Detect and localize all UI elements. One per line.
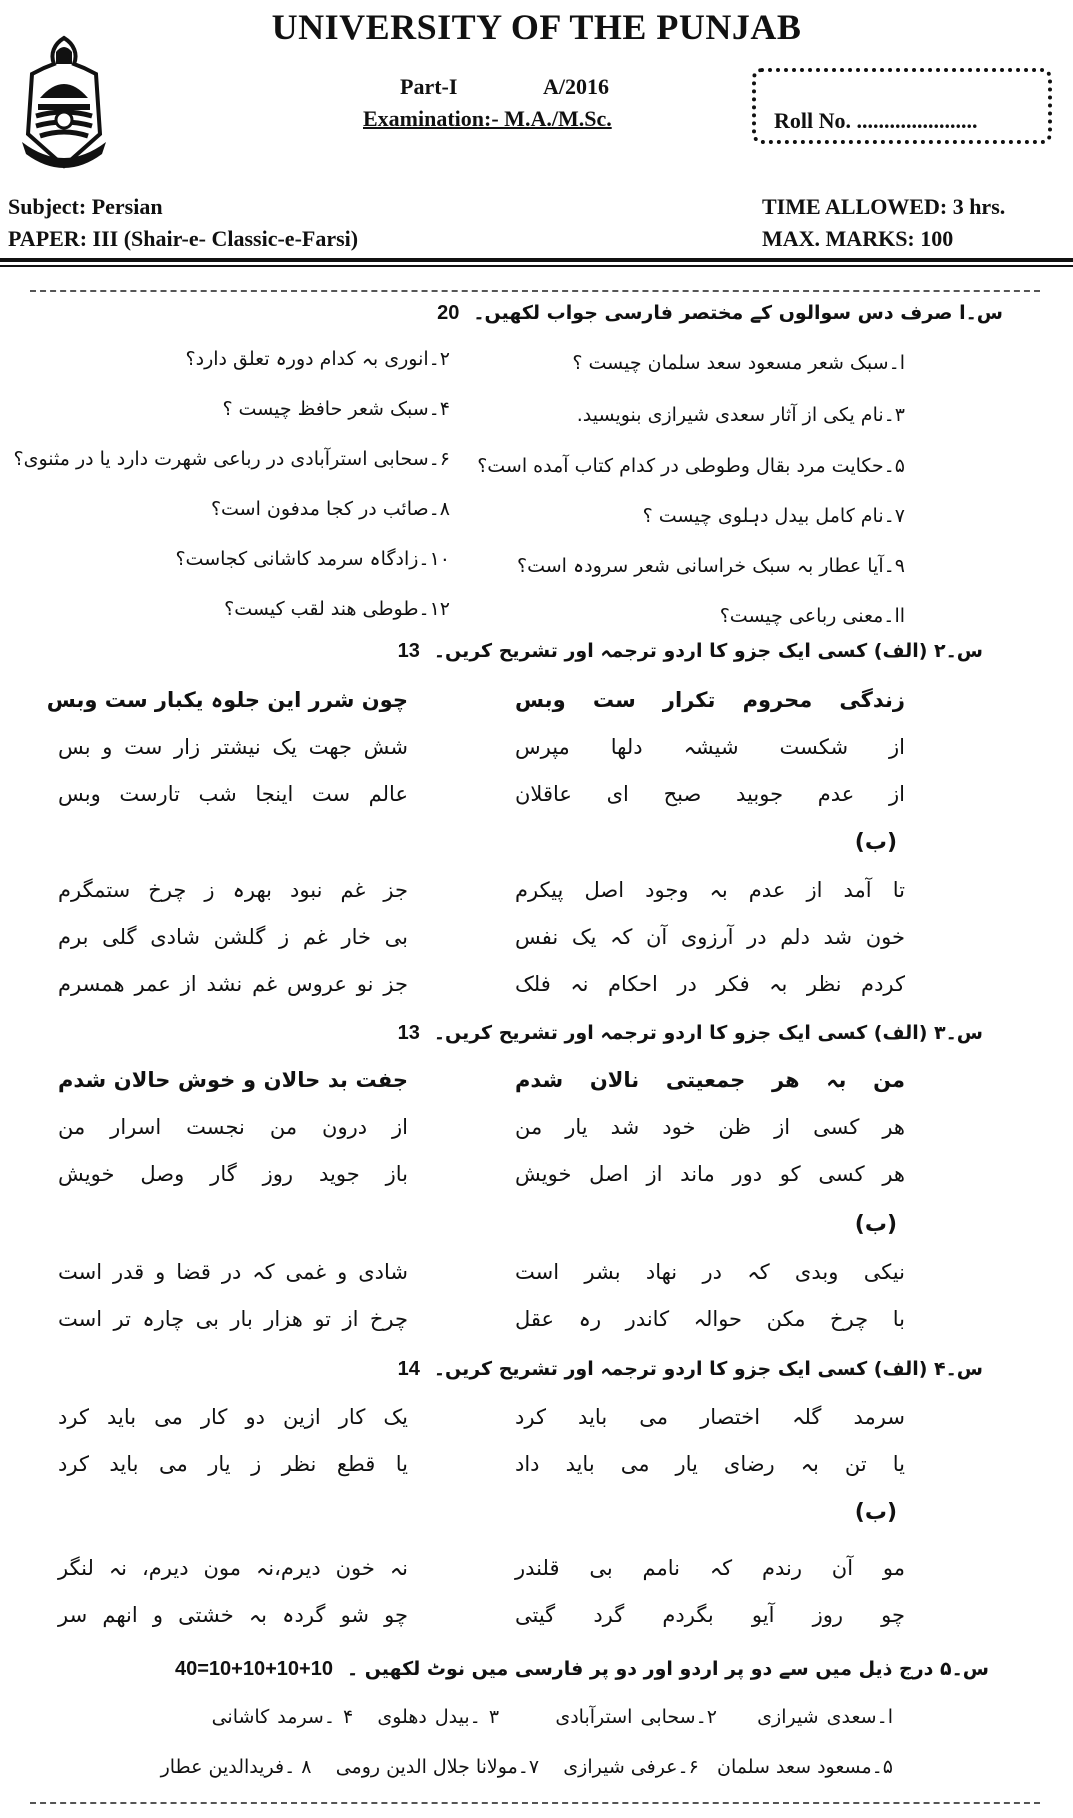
verse-line: شش جهت یک نیشتر زار ست و بس: [58, 735, 408, 759]
q4-heading: س۔۴ (الف) کسی ایک جزو کا اردو ترجمہ اور تشریح کریں۔14: [397, 1358, 983, 1380]
q1-item: ۵۔حکایت مرد بقال وطوطی در کدام کتاب آمده است؟: [477, 455, 905, 477]
verse-line: چون شرر این جلوہ یکبار ست وبس: [46, 688, 408, 712]
time-allowed: TIME ALLOWED: 3 hrs.: [762, 194, 1006, 219]
topic-item: ا۔سعدی شیرازی: [757, 1706, 893, 1728]
header-divider: [0, 258, 1073, 262]
verse-line: عالم ست اینجا شب تارست وبس: [58, 782, 408, 806]
q1-heading: س۔ا صرف دس سوالوں کے مختصر فارسی جواب لکھیں۔20: [437, 302, 1003, 324]
header-divider: [0, 265, 1073, 267]
verse-line: نیکی وبدی کہ در نهاد بشر است: [515, 1260, 905, 1284]
verse-line: نہ خون دیرم،نہ مون دیرم، نہ لنگر: [58, 1556, 408, 1580]
q5-topics-row: [161, 1756, 893, 1778]
verse-line: شادی و غمی کہ در قضا و قدر است: [58, 1260, 408, 1284]
university-crest-logo: [14, 34, 114, 174]
part-b-label: (ب): [854, 830, 897, 855]
verse-line: از شکست شیشہ دلها مپرس: [515, 735, 905, 759]
verse-line: از عدم جوبید صبح ای عاقلان: [515, 782, 905, 806]
bottom-dashed-divider: [30, 1802, 1040, 1804]
topic-item: ۴ ۔سرمد کاشانی: [211, 1706, 354, 1728]
verse-line: چو روز آیو بگردم گرد گیتی: [515, 1603, 905, 1627]
verse-line: جز نو عروس غم نشد از عمر همسرم: [58, 972, 408, 996]
verse-line: هر کسی از ظن خود شد یار من: [515, 1115, 905, 1139]
roll-number-label: Roll No. ......................: [774, 108, 978, 133]
q1-item: ۱۲۔طوطی هند لقب کیست؟: [224, 598, 450, 620]
q1-item: ۸۔صائب در کجا مدفون است؟: [210, 498, 450, 520]
q1-item: اا۔معنی رباعی چیست؟: [719, 605, 905, 627]
verse-line: چرخ از تو هزار بار بی چارہ تر است: [58, 1307, 408, 1331]
verse-line: با چرخ مکن حوالہ کاندر رہ عقل: [515, 1307, 905, 1331]
verse-line: مو آن رندم کہ نامم بی قلندر: [515, 1556, 905, 1580]
topic-item: ۷۔مولانا جلال الدین رومی: [335, 1756, 540, 1778]
verse-line: سرمد گلہ اختصار می باید کرد: [515, 1405, 905, 1429]
verse-line: خون شد دلم در آرزوی آن کہ یک نفس: [515, 925, 905, 949]
verse-line: من بہ هر جمعیتی نالان شدم: [515, 1068, 905, 1092]
q3-heading: س۔۳ (الف) کسی ایک جزو کا اردو ترجمہ اور تشریح کریں۔13: [397, 1022, 983, 1044]
verse-line: هر کسی کو دور ماند از اصل خویش: [515, 1162, 905, 1186]
verse-line: جز غم نبود بهرہ ز چرخ ستمگرم: [58, 878, 408, 902]
topic-item: ۲۔سحابی استرآبادی: [555, 1706, 717, 1728]
verse-line: از درون من نجست اسرار من: [58, 1115, 408, 1139]
part-b-label: (ب): [854, 1212, 897, 1237]
paper-label: PAPER: III (Shair-e- Classic-e-Farsi): [8, 226, 359, 251]
q1-item: ۳۔نام یکی از آثار سعدی شیرازی بنویسید.: [576, 404, 905, 426]
q1-item: ا۔سبک شعر مسعود سعد سلمان چیست ؟: [572, 352, 905, 374]
part-b-label: (ب): [854, 1500, 897, 1525]
subject-label: Subject: Persian: [8, 194, 163, 219]
q2-heading: س۔۲ (الف) کسی ایک جزو کا اردو ترجمہ اور تشریح کریں۔13: [397, 640, 983, 662]
verse-line: تا آمد از عدم بہ وجود اصل پیکرم: [515, 878, 905, 902]
verse-line: یا قطع نظر ز یار می باید کرد: [58, 1452, 408, 1476]
q1-item: ۷۔نام کامل بیدل دہلوی چیست ؟: [642, 505, 905, 527]
verse-line: چو شو گردہ بہ خشتی و انهم سر: [58, 1603, 408, 1627]
max-marks: MAX. MARKS: 100: [762, 226, 954, 251]
q1-item: ۴۔سبک شعر حافظ چیست ؟: [222, 398, 450, 420]
exam-part: Part-I: [400, 74, 458, 99]
q1-item: ۹۔آیا عطار بہ سبک خراسانی شعر سرودہ است؟: [517, 555, 905, 577]
q1-item: ۶۔سحابی استرآبادی در رباعی شهرت دارد یا در مثنوی؟: [13, 448, 450, 470]
verse-line: بی خار غم ز گلشن شادی گلی برم: [58, 925, 408, 949]
verse-line: یا تن بہ رضای یار می باید داد: [515, 1452, 905, 1476]
topic-item: ۶۔عرفی شیرازی: [563, 1756, 699, 1778]
topic-item: ۵۔مسعود سعد سلمان: [717, 1756, 893, 1778]
exam-session: A/2016: [543, 74, 609, 99]
verse-line: باز جوید روز گار وصل خویش: [58, 1162, 408, 1186]
q1-item: ۱۰۔زادگاہ سرمد کاشانی کجاست؟: [175, 548, 450, 570]
q5-topics-row: [212, 1706, 893, 1728]
verse-line: کردم نظر بہ فکر در احکام نہ فلک: [515, 972, 905, 996]
topic-item: ۸ ۔فریدالدین عطار: [160, 1756, 312, 1778]
top-dashed-divider: [30, 290, 1040, 292]
q1-item: ۲۔انوری بہ کدام دورہ تعلق دارد؟: [185, 348, 450, 370]
verse-line: زندگی محروم تکرار ست وبس: [515, 688, 905, 712]
topic-item: ۳ ۔بیدل دهلوی: [377, 1706, 500, 1728]
university-title: UNIVERSITY OF THE PUNJAB: [271, 7, 802, 47]
verse-line: یک کار ازین دو کار می باید کرد: [58, 1405, 408, 1429]
q5-heading: س۔۵ درج ذیل میں سے دو پر اردو اور دو پر فارسی میں نوٹ لکھیں ۔40=10+10+10+10: [175, 1658, 989, 1680]
roll-number-box[interactable]: [752, 68, 1052, 144]
verse-line: جفت بد حالان و خوش حالان شدم: [58, 1068, 408, 1092]
examination-label: Examination:- M.A./M.Sc.: [363, 106, 612, 131]
